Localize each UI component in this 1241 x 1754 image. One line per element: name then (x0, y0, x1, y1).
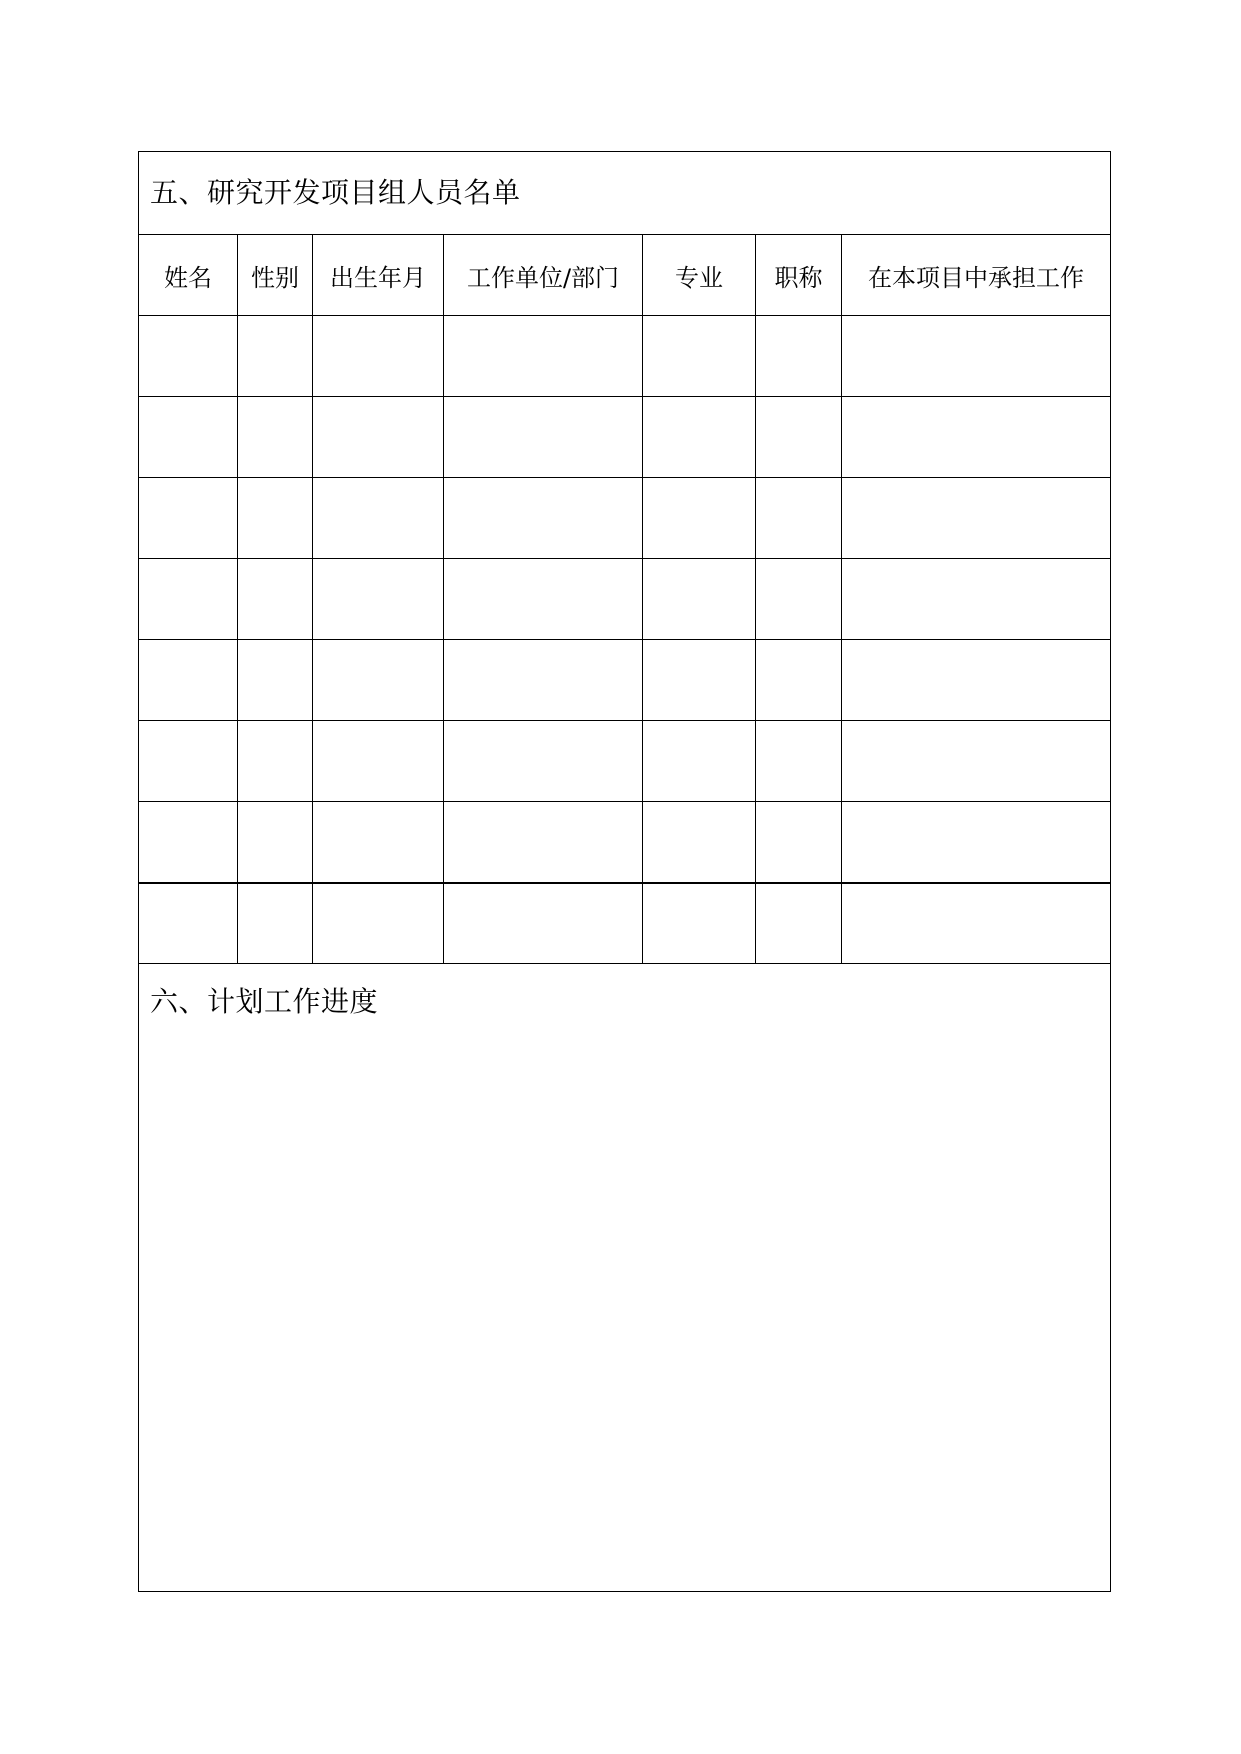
cell-title[interactable] (756, 883, 842, 964)
table-row (139, 802, 1111, 883)
section5-title-row (139, 152, 1111, 235)
cell-major[interactable] (643, 478, 756, 559)
column-header-major: 专业 (643, 235, 756, 316)
column-header-birth-date: 出生年月 (313, 235, 444, 316)
cell-gender[interactable] (238, 802, 313, 883)
column-header-project-role: 在本项目中承担工作 (842, 235, 1111, 316)
cell-work-unit[interactable] (444, 883, 643, 964)
cell-name[interactable] (139, 802, 238, 883)
cell-project-role[interactable] (842, 721, 1111, 802)
cell-title[interactable] (756, 721, 842, 802)
cell-gender[interactable] (238, 397, 313, 478)
cell-gender[interactable] (238, 559, 313, 640)
cell-name[interactable] (139, 883, 238, 964)
table-row (139, 397, 1111, 478)
cell-title[interactable] (756, 316, 842, 397)
cell-work-unit[interactable] (444, 721, 643, 802)
cell-birth-date[interactable] (313, 883, 444, 964)
cell-project-role[interactable] (842, 559, 1111, 640)
cell-major[interactable] (643, 721, 756, 802)
cell-project-role[interactable] (842, 316, 1111, 397)
cell-name[interactable] (139, 559, 238, 640)
section5-title: 五、研究开发项目组人员名单 (150, 176, 521, 209)
cell-work-unit[interactable] (444, 397, 643, 478)
cell-major[interactable] (643, 802, 756, 883)
cell-title[interactable] (756, 478, 842, 559)
cell-birth-date[interactable] (313, 397, 444, 478)
column-header-work-unit: 工作单位/部门 (444, 235, 643, 316)
cell-name[interactable] (139, 478, 238, 559)
cell-major[interactable] (643, 397, 756, 478)
cell-major[interactable] (643, 883, 756, 964)
cell-title[interactable] (756, 397, 842, 478)
cell-work-unit[interactable] (444, 478, 643, 559)
cell-name[interactable] (139, 316, 238, 397)
section6-row (139, 964, 1111, 1592)
cell-work-unit[interactable] (444, 640, 643, 721)
cell-gender[interactable] (238, 883, 313, 964)
cell-major[interactable] (643, 316, 756, 397)
column-header-title: 职称 (756, 235, 842, 316)
column-header-gender: 性别 (238, 235, 313, 316)
cell-birth-date[interactable] (313, 559, 444, 640)
cell-birth-date[interactable] (313, 802, 444, 883)
project-form (138, 151, 1110, 1591)
cell-gender[interactable] (238, 721, 313, 802)
cell-project-role[interactable] (842, 640, 1111, 721)
section6-cell[interactable] (139, 964, 1111, 1592)
cell-title[interactable] (756, 640, 842, 721)
cell-project-role[interactable] (842, 397, 1111, 478)
cell-work-unit[interactable] (444, 559, 643, 640)
cell-gender[interactable] (238, 640, 313, 721)
cell-birth-date[interactable] (313, 478, 444, 559)
cell-project-role[interactable] (842, 802, 1111, 883)
cell-name[interactable] (139, 721, 238, 802)
cell-birth-date[interactable] (313, 316, 444, 397)
cell-gender[interactable] (238, 478, 313, 559)
cell-title[interactable] (756, 559, 842, 640)
section6-title: 六、计划工作进度 (150, 985, 379, 1018)
cell-major[interactable] (643, 640, 756, 721)
cell-work-unit[interactable] (444, 316, 643, 397)
project-team-table (138, 151, 1111, 1592)
cell-birth-date[interactable] (313, 640, 444, 721)
cell-gender[interactable] (238, 316, 313, 397)
table-row (139, 316, 1111, 397)
cell-birth-date[interactable] (313, 721, 444, 802)
column-header-name: 姓名 (139, 235, 238, 316)
table-row (139, 721, 1111, 802)
cell-project-role[interactable] (842, 883, 1111, 964)
table-row (139, 559, 1111, 640)
section5-title-cell (139, 152, 1111, 235)
cell-work-unit[interactable] (444, 802, 643, 883)
table-row (139, 478, 1111, 559)
table-header-row (139, 235, 1111, 316)
table-row (139, 883, 1111, 964)
cell-title[interactable] (756, 802, 842, 883)
cell-name[interactable] (139, 640, 238, 721)
cell-name[interactable] (139, 397, 238, 478)
cell-major[interactable] (643, 559, 756, 640)
cell-project-role[interactable] (842, 478, 1111, 559)
table-row (139, 640, 1111, 721)
